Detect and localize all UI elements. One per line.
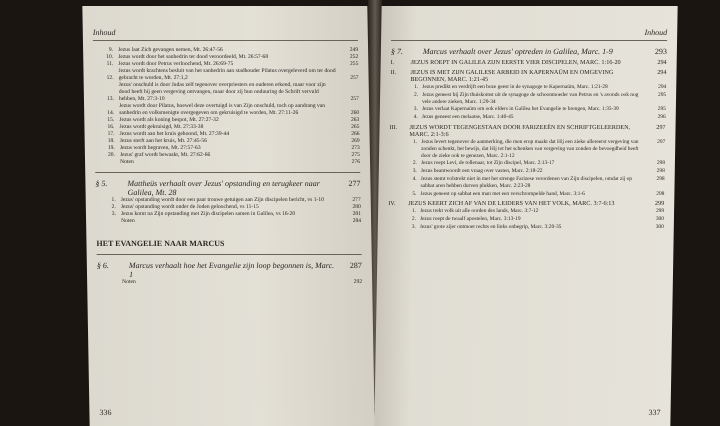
- page-number: 294: [657, 59, 667, 66]
- page-number: 277: [348, 179, 361, 188]
- entry-text: Jezus wordt aan het kruis gehoond, Mt. 27:39-44: [119, 131, 230, 137]
- page-number: 295: [657, 91, 667, 98]
- toc-entry: [94, 103, 359, 117]
- entry-number: 2.: [412, 160, 417, 167]
- toc-entry: [94, 124, 359, 131]
- page-number: 297: [657, 138, 666, 145]
- toc-part: [391, 59, 667, 66]
- gospel-heading: HET EVANGELIE NAAR MARCUS: [96, 239, 225, 248]
- toc-entry: [96, 197, 361, 204]
- toc-entry: [95, 145, 360, 152]
- page-number: 263: [350, 117, 360, 123]
- page-number: 273: [351, 145, 360, 151]
- part-number: III.: [389, 123, 398, 131]
- entry-text: Jezus wordt begraven, Mt. 27:57-63: [119, 145, 201, 151]
- toc-entry: [95, 131, 360, 138]
- section-number: § 6.: [96, 261, 109, 270]
- entry-number: 3.: [411, 223, 416, 230]
- entry-text: Jezus wordt door Pilatus, hoewel deze overtuigd is van Zijn onschuld, toch op aandrang van sanhedrin en volksmenigte overgegeven om gekruisigd te worden, Mt. 27:11-26: [119, 103, 326, 116]
- toc-entry: [388, 216, 664, 223]
- entry-text: Jezus' opstanding wordt onder de Joden geloochend, vs 11-15: [120, 204, 259, 210]
- section-heading: [97, 261, 362, 279]
- toc-entry: [388, 176, 664, 190]
- toc-entry: [93, 54, 358, 61]
- page-number: 294: [657, 69, 667, 76]
- page-number: 276: [351, 159, 361, 165]
- toc-entry: [94, 82, 359, 103]
- page-number: 257: [350, 75, 359, 81]
- entry-text: Jezus levert tegenover de aanmerking, die men erop maakt dat Hij een zieke allereerst vergeving van zonden schenkt, het bewijs, dat Hij tot het schenken van vergeving van zonden de bevoegdheid heeft door de zieke ook te genezen, Marc. 2:1-12: [421, 138, 639, 159]
- page-number: 265: [351, 124, 360, 130]
- page-number: 277: [352, 197, 361, 203]
- toc-part: [388, 200, 664, 207]
- part-number: IV.: [388, 200, 396, 208]
- toc-part: [390, 69, 666, 83]
- entry-text: Jezus wordt krachtens besluit van het sanhedrin aan stadhouder Pilatus overgeleverd om ter dood gebracht te worden, Mt. 27:1,2: [118, 68, 336, 81]
- part-title: JEZUS WORDT TEGENGESTAAN DOOR FARIZEEËN EN SCHRIFTGELEERDEN, MARC. 2:1-3:6: [409, 123, 631, 138]
- part-title: JEZUS IS MET ZIJN GALILESE ARBEID IN KAPERNAÜM EN OMGEVING BEGONNEN, MARC. 1:21-45: [410, 69, 614, 83]
- entry-number: 9.: [108, 47, 114, 53]
- page-number: 299: [655, 208, 665, 215]
- section-title: Marcus verhaalt over Jezus' optreden in Galilea, Marc. 1-9: [422, 47, 613, 56]
- entry-number: 1.: [411, 208, 417, 215]
- toc-entry: [93, 68, 358, 82]
- page-number: 269: [351, 138, 360, 144]
- entry-number: 3.: [413, 106, 418, 113]
- entry-number: 20.: [107, 152, 115, 158]
- page-number: 252: [349, 54, 359, 60]
- entry-number: 19.: [107, 145, 115, 151]
- toc-entry: [96, 218, 361, 225]
- entry-number: 18.: [107, 138, 115, 144]
- page-number: 287: [349, 261, 362, 270]
- page-number: 266: [351, 131, 360, 137]
- entry-number: 2.: [111, 204, 116, 210]
- toc-entry: [388, 191, 664, 198]
- page-number: 298: [656, 175, 665, 182]
- divider: [95, 172, 360, 173]
- toc-entry: [93, 61, 358, 68]
- toc-entry: [94, 117, 359, 124]
- entry-number: 10.: [106, 54, 114, 60]
- toc-parts: [388, 59, 667, 231]
- entry-number: 4.: [413, 114, 418, 121]
- right-page: [374, 6, 677, 426]
- entry-text: Jezus trekt volk uit alle oorden des lands, Marc. 3:7-12: [420, 208, 539, 215]
- entry-number: 2.: [414, 91, 419, 98]
- entry-text: Jezus sterft aan het kruis, Mt. 27:45-56: [119, 138, 208, 144]
- toc-entry: [390, 114, 666, 121]
- page-number: 299: [654, 200, 665, 208]
- toc-entry: [96, 211, 361, 218]
- toc-entry: [95, 152, 360, 159]
- page-number: 284: [352, 218, 362, 224]
- page-number: 300: [655, 216, 664, 223]
- entry-number: 2.: [411, 216, 416, 223]
- entry-text: Jezus' opstanding wordt door een paar trouwe getuigen aan Zijn discipelen bericht, vs 1-10: [120, 197, 325, 203]
- folio: 337: [648, 408, 661, 417]
- page-number: 281: [352, 211, 362, 217]
- entry-text: Jezus' graf wordt bewaakt, Mt. 27:62-66: [119, 152, 211, 158]
- toc-list: [93, 47, 360, 166]
- entry-text: Noten: [122, 279, 136, 285]
- page-number: 292: [353, 279, 363, 285]
- page-number: 260: [350, 110, 360, 116]
- toc-entry: [390, 84, 666, 91]
- entry-text: Noten: [120, 159, 134, 165]
- entry-number: 15.: [107, 117, 115, 123]
- entry-text: Jezus wordt door het sanhedrin ter dood veroordeeld, Mt. 26:57-68: [118, 54, 269, 60]
- entry-number: 1.: [111, 197, 116, 203]
- entry-number: 1.: [413, 138, 418, 145]
- page-number: 275: [351, 152, 360, 158]
- part-number: I.: [390, 59, 395, 66]
- page-number: 298: [656, 168, 665, 175]
- entry-text: Jezus' grote zijer ontmoet rechts en links onbegrip, Marc. 3:20-35: [419, 223, 562, 230]
- entry-text: Jezus geneest bij Zijn thuiskomst uit de synagoge de schoonmoeder van Petrus en 's avonds ook nog vele andere zieken, Marc. 1:29-34: [421, 91, 639, 105]
- entry-text: Jezus roept Levi, de tollenaar, tot Zijn discipel, Marc. 2:13-17: [420, 160, 555, 167]
- toc-entry: [388, 208, 664, 215]
- entry-text: Jezus roept de twaalf apostelen, Marc. 3:13-19: [419, 216, 521, 223]
- page-number: 280: [352, 204, 361, 210]
- section-title: Mattheüs verhaalt over Jezus' opstanding en terugkeer naar Galilea, Mt. 28: [127, 179, 320, 197]
- page-number: 297: [656, 123, 666, 131]
- toc-entry: [388, 224, 664, 231]
- entry-number: 14.: [107, 110, 115, 116]
- toc-list: [97, 279, 362, 286]
- entry-text: Jezus laat Zich gevangen nemen, Mt. 26:47-56: [118, 47, 223, 53]
- left-page: [82, 6, 374, 426]
- page-number: 257: [350, 96, 360, 102]
- entry-number: 11.: [106, 61, 114, 67]
- entry-text: Jezus predikt en verdrijft een boze geest in de synagoge te Kapernaüm, Marc. 1:21-28: [422, 84, 608, 90]
- section-heading: [391, 47, 667, 56]
- entry-text: Jezus komt na Zijn opstanding met Zijn discipelen samen in Galilea, vs 16-20: [120, 211, 296, 217]
- page-number: 294: [658, 84, 667, 90]
- divider: [97, 254, 362, 255]
- entry-number: 17.: [107, 131, 115, 137]
- entry-text: Jezus beantwoordt een vraag over vasten, Marc. 2:18-22: [420, 168, 543, 175]
- entry-number: 4.: [412, 175, 417, 182]
- page-number: 249: [349, 47, 359, 53]
- page-number: 255: [349, 61, 359, 67]
- entry-number: 3.: [412, 168, 417, 175]
- section-heading: [95, 179, 360, 197]
- page-number: 298: [656, 190, 665, 197]
- running-head: Inhoud: [92, 6, 358, 41]
- entry-number: 1.: [414, 84, 419, 90]
- toc-entry: [390, 106, 666, 113]
- part-title: JEZUS KEERT ZICH AF VAN DE LEIDERS VAN HET VOLK, MARC. 3:7-6:13: [408, 200, 615, 208]
- toc-entry: [389, 139, 665, 159]
- entry-number: 3.: [111, 211, 117, 217]
- part-number: II.: [390, 69, 397, 76]
- entry-text: Jezus verlaat Kapernaüm om ook elders in Galilea het Evangelie te brengen, Marc. 1:35-39: [421, 106, 619, 113]
- page-number: 300: [655, 223, 664, 230]
- part-title: JEZUS ROEPT IN GALILEA ZIJN EERSTE VIER DISCIPELEN, MARC. 1:16-20: [410, 59, 621, 66]
- section-number: § 5.: [95, 179, 108, 188]
- toc-entry: [389, 168, 665, 175]
- toc-list: [96, 197, 361, 225]
- page-number: 295: [657, 106, 666, 113]
- entry-number: 16.: [107, 124, 115, 130]
- running-head: Inhoud: [391, 6, 668, 41]
- entry-text: Jezus stemt volstrekt niet in met het strenge Farizese verordenen van Zijn discipelen, omdat zij op sabbat aren hebben durven plukken, Marc. 2:23-28: [420, 175, 633, 189]
- toc-entry: [97, 279, 362, 286]
- page-number: 298: [656, 160, 665, 167]
- folio: 336: [99, 408, 112, 417]
- entry-number: 13.: [106, 96, 115, 102]
- toc-entry: [95, 138, 360, 145]
- entry-text: Noten: [121, 218, 135, 224]
- entry-text: Jezus wordt als koning bespot, Mt. 27:27-32: [119, 117, 219, 123]
- toc-entry: [389, 160, 665, 167]
- page-number: 296: [657, 114, 666, 121]
- toc-entry: [390, 92, 666, 106]
- toc-entry: [93, 47, 358, 54]
- toc-entry: [95, 159, 360, 166]
- entry-number: 5.: [412, 190, 417, 197]
- section-title: Marcus verhaalt hoe het Evangelie zijn loop begonnen is, Marc. 1: [128, 261, 335, 279]
- entry-text: Jezus' onschuld is door Judas zelf tegenover overpriesters en ouderen erkend, maar voor zijn dood heeft hij geen vergeving ontvangen, maar door zij hun onduuring de Schrift vervuld hebben, Mt. 27:3-10: [118, 82, 326, 102]
- section-number: § 7.: [390, 47, 403, 56]
- entry-text: Jezus wordt door Petrus verloochend, Mt. 26:69-75: [118, 61, 234, 67]
- page-number: 293: [654, 47, 667, 56]
- entry-number: 12.: [106, 75, 114, 81]
- toc-entry: [96, 204, 361, 211]
- entry-text: Jezus geneest een melaatse, Marc. 1:40-45: [421, 114, 514, 121]
- toc-part: [389, 124, 665, 138]
- entry-text: Jezus geneest op sabbat een man met een verschrompelde hand, Marc. 3:1-6: [420, 190, 585, 197]
- entry-text: Jezus wordt gekruisigd, Mt. 27:33-38: [119, 124, 204, 130]
